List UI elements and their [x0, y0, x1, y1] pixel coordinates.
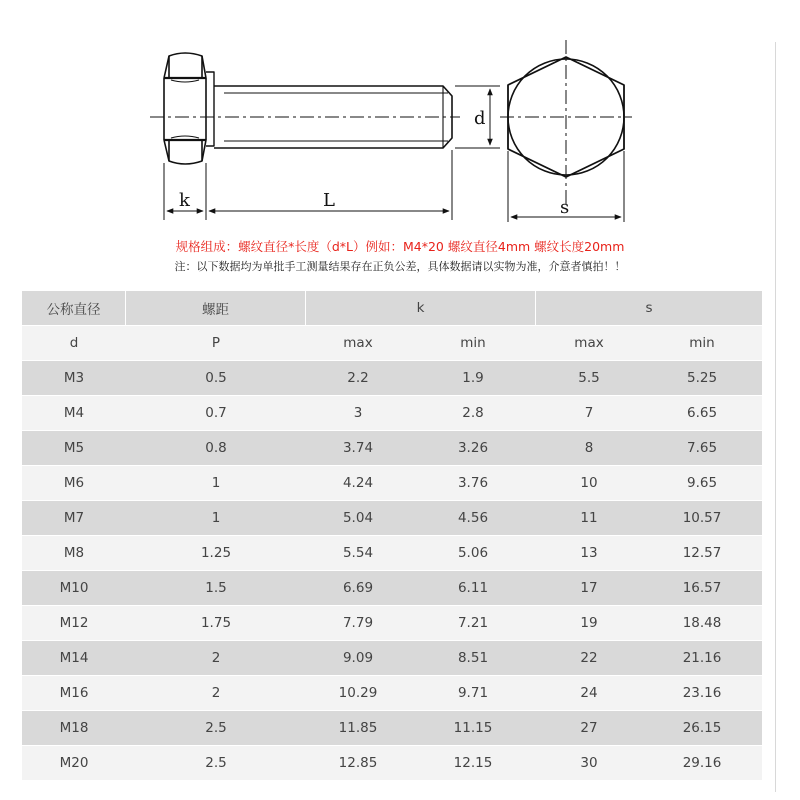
cell-d: M18: [22, 711, 126, 745]
cell-s-min: 6.65: [642, 396, 762, 430]
cell-k-max: 9.09: [306, 641, 410, 675]
cell-s-min: 21.16: [642, 641, 762, 675]
cell-k-max: 10.29: [306, 676, 410, 710]
cell-p: 1.25: [126, 536, 306, 570]
cell-k-max: 2.2: [306, 361, 410, 395]
table-row: [22, 711, 762, 745]
cell-p: 0.8: [126, 431, 306, 465]
cell-d: M4: [22, 396, 126, 430]
cell-k-min: 6.11: [410, 571, 536, 605]
cell-k-min: 11.15: [410, 711, 536, 745]
header-nominal-diameter: 公称直径: [22, 291, 126, 325]
spec-description: 规格组成：螺纹直径*长度（d*L）例如：M4*20 螺纹直径4mm 螺纹长度20mm: [175, 239, 625, 254]
table-header-row: [22, 291, 762, 325]
table-row: [22, 536, 762, 570]
cell-s-max: 5.5: [536, 361, 642, 395]
cell-s-max: 10: [536, 466, 642, 500]
cell-k-max: 11.85: [306, 711, 410, 745]
table-row: [22, 676, 762, 710]
cell-s-max: 30: [536, 746, 642, 780]
cell-d: M7: [22, 501, 126, 535]
cell-p: 2.5: [126, 711, 306, 745]
cell-k-min: 12.15: [410, 746, 536, 780]
table-row: [22, 571, 762, 605]
cell-d: M8: [22, 536, 126, 570]
cell-p: 1.5: [126, 571, 306, 605]
cell-k-max: 3: [306, 396, 410, 430]
cell-s-max: 24: [536, 676, 642, 710]
cell-k-max: 5.04: [306, 501, 410, 535]
table-row: [22, 396, 762, 430]
table-row: [22, 501, 762, 535]
cell-s-min: 29.16: [642, 746, 762, 780]
cell-p: 2.5: [126, 746, 306, 780]
cell-k-max: 5.54: [306, 536, 410, 570]
cell-k-max: 4.24: [306, 466, 410, 500]
cell-k-max: 7.79: [306, 606, 410, 640]
cell-s-max: 11: [536, 501, 642, 535]
cell-s-min: 26.15: [642, 711, 762, 745]
cell-p: 2: [126, 676, 306, 710]
dimension-table: [22, 290, 762, 781]
cell-k-max: 6.69: [306, 571, 410, 605]
cell-s-min: 7.65: [642, 431, 762, 465]
bolt-technical-drawing: [0, 0, 800, 228]
cell-s-min: 9.65: [642, 466, 762, 500]
cell-p: 2: [126, 641, 306, 675]
cell-s-max: 17: [536, 571, 642, 605]
table-row: [22, 361, 762, 395]
cell-d: M3: [22, 361, 126, 395]
cell-s-max: 27: [536, 711, 642, 745]
table-row: [22, 641, 762, 675]
cell-k-min: 7.21: [410, 606, 536, 640]
table-subheader-row: [22, 326, 762, 360]
cell-k-min: 3.76: [410, 466, 536, 500]
cell-p: 0.7: [126, 396, 306, 430]
cell-k-min: 4.56: [410, 501, 536, 535]
measurement-note: 注：以下数据均为单批手工测量结果存在正负公差，具体数据请以实物为准，介意者慎拍！！: [174, 260, 626, 273]
cell-s-min: 10.57: [642, 501, 762, 535]
cell-p: 1.75: [126, 606, 306, 640]
cell-k-min: 9.71: [410, 676, 536, 710]
cell-d: M5: [22, 431, 126, 465]
cell-d: M14: [22, 641, 126, 675]
cell-d: M12: [22, 606, 126, 640]
cell-k-max: 3.74: [306, 431, 410, 465]
subheader-s-min: min: [642, 326, 762, 360]
subheader-k-min: min: [410, 326, 536, 360]
cell-k-min: 8.51: [410, 641, 536, 675]
cell-k-max: 12.85: [306, 746, 410, 780]
subheader-s-max: max: [536, 326, 642, 360]
cell-d: M16: [22, 676, 126, 710]
cell-p: 0.5: [126, 361, 306, 395]
header-k: k: [306, 291, 536, 325]
cell-s-min: 16.57: [642, 571, 762, 605]
label-s: s: [560, 197, 570, 218]
subheader-k-max: max: [306, 326, 410, 360]
cell-s-min: 12.57: [642, 536, 762, 570]
cell-s-min: 23.16: [642, 676, 762, 710]
header-pitch: 螺距: [126, 291, 306, 325]
cell-k-min: 1.9: [410, 361, 536, 395]
subheader-p: P: [126, 326, 306, 360]
cell-s-max: 22: [536, 641, 642, 675]
bolt-head-side-view: [164, 53, 214, 164]
cell-k-min: 2.8: [410, 396, 536, 430]
bolt-head-end-view: [500, 40, 632, 205]
cell-k-min: 3.26: [410, 431, 536, 465]
label-L: L: [323, 190, 335, 211]
table-row: [22, 746, 762, 780]
cell-d: M6: [22, 466, 126, 500]
cell-s-max: 7: [536, 396, 642, 430]
cell-s-min: 5.25: [642, 361, 762, 395]
cell-d: M20: [22, 746, 126, 780]
header-s: s: [536, 291, 762, 325]
table-row: [22, 466, 762, 500]
cell-s-max: 13: [536, 536, 642, 570]
table-row: [22, 431, 762, 465]
table-row: [22, 606, 762, 640]
cell-p: 1: [126, 466, 306, 500]
subheader-d: d: [22, 326, 126, 360]
cell-k-min: 5.06: [410, 536, 536, 570]
cell-s-max: 8: [536, 431, 642, 465]
cell-p: 1: [126, 501, 306, 535]
cell-s-max: 19: [536, 606, 642, 640]
label-d: d: [474, 108, 486, 129]
label-k: k: [179, 190, 190, 211]
cell-d: M10: [22, 571, 126, 605]
cell-s-min: 18.48: [642, 606, 762, 640]
